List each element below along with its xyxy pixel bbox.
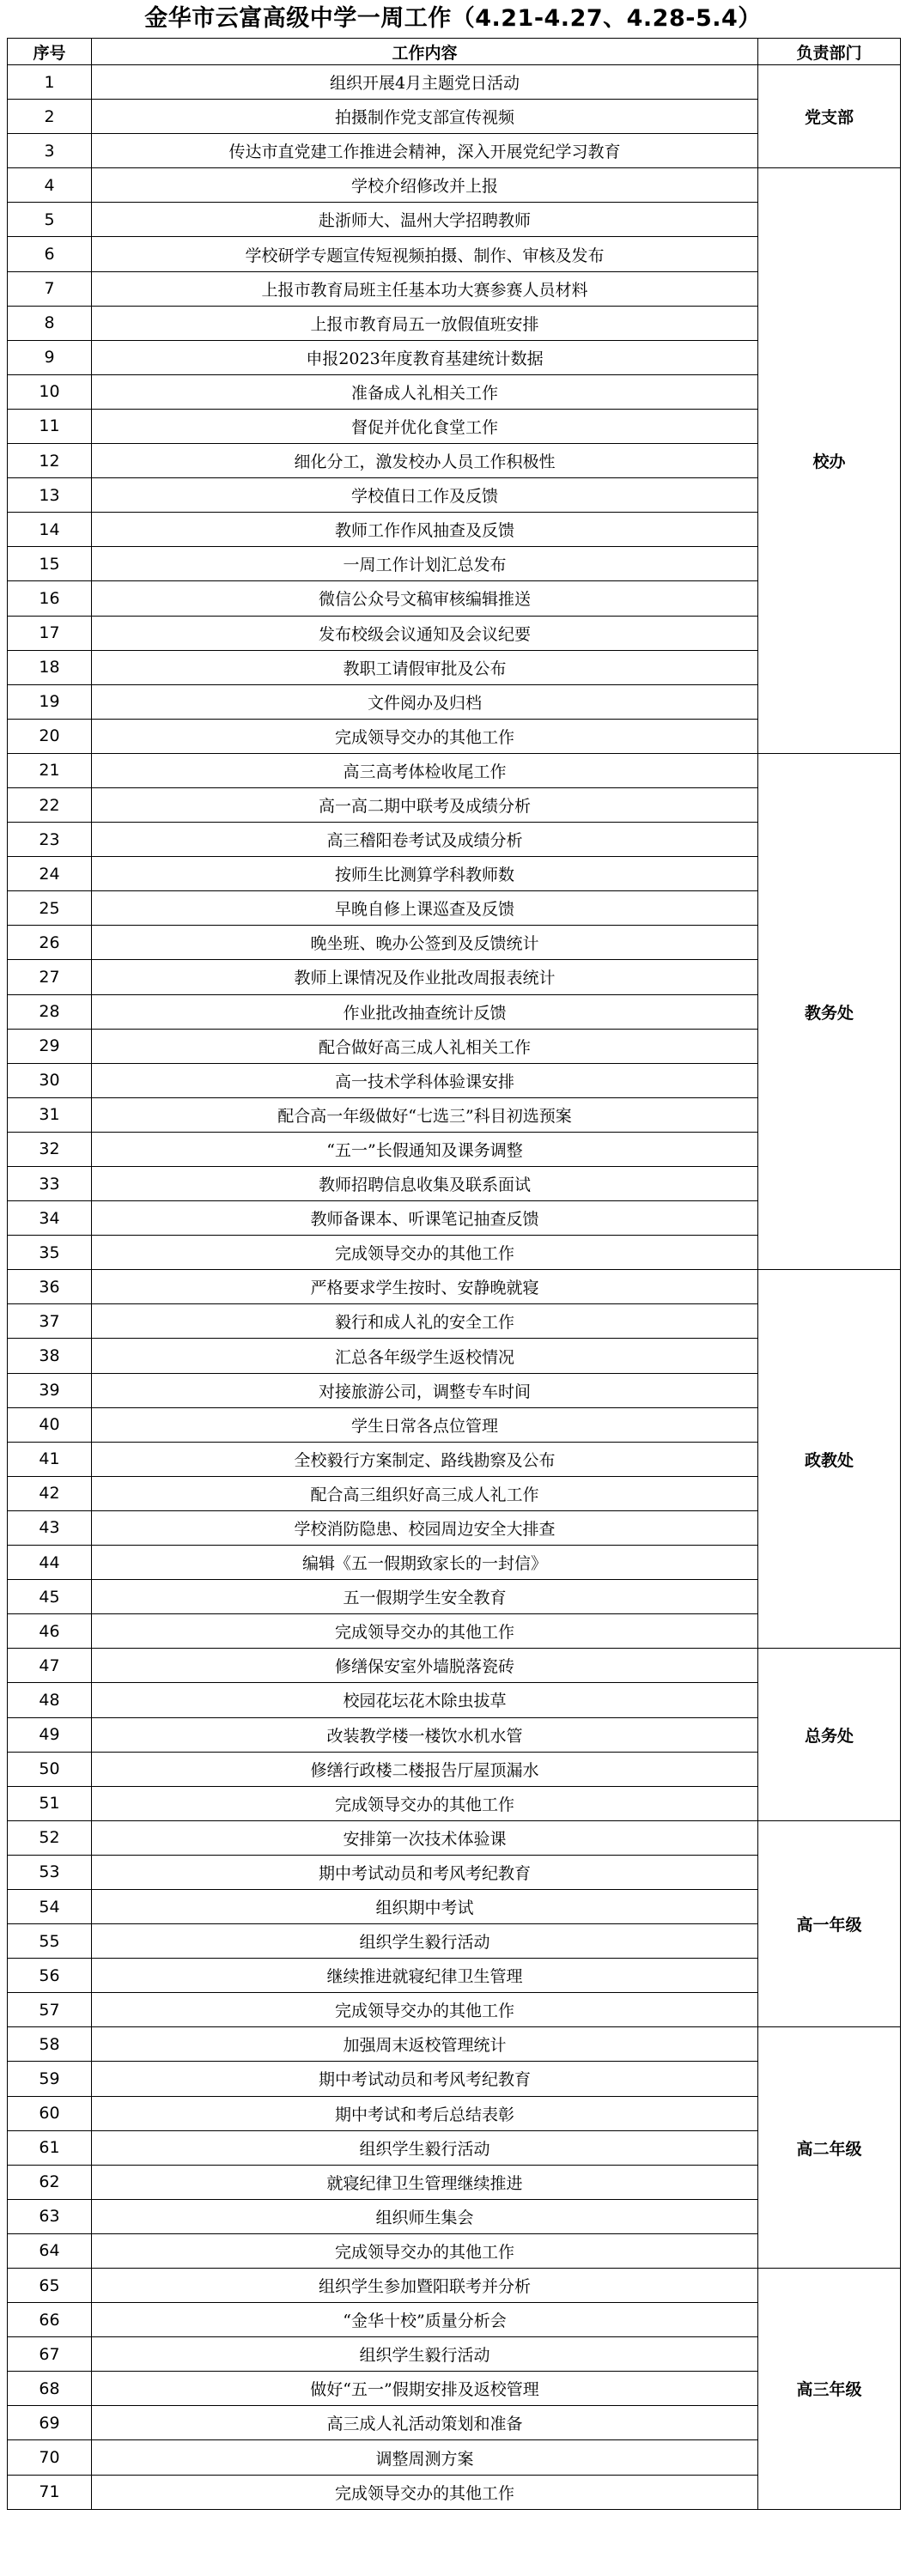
table-row [8,2027,901,2062]
row-number: 37 [8,1304,92,1339]
task-content: 发布校级会议通知及会议纪要 [92,616,758,650]
row-number: 38 [8,1339,92,1373]
row-number: 29 [8,1029,92,1063]
row-number: 2 [8,100,92,134]
row-number: 23 [8,823,92,857]
task-content: 高三稽阳卷考试及成绩分析 [92,823,758,857]
row-number: 14 [8,513,92,547]
task-content: 学校研学专题宣传短视频拍摄、制作、审核及发布 [92,237,758,271]
table-row [8,753,901,787]
task-content: 教师工作作风抽查及反馈 [92,513,758,547]
department-cell: 党支部 [758,65,901,168]
row-number: 8 [8,306,92,340]
row-number: 53 [8,1855,92,1889]
row-number: 62 [8,2165,92,2199]
row-number: 61 [8,2130,92,2165]
table-row [8,1270,901,1304]
task-content: 拍摄制作党支部宣传视频 [92,100,758,134]
row-number: 58 [8,2027,92,2062]
row-number: 70 [8,2440,92,2475]
row-number: 66 [8,2303,92,2337]
task-content: 组织学生毅行活动 [92,2130,758,2165]
row-number: 55 [8,1924,92,1959]
row-number: 9 [8,340,92,374]
task-content: 教师备课本、听课笔记抽查反馈 [92,1201,758,1236]
task-content: 细化分工，激发校办人员工作积极性 [92,444,758,478]
task-content: 修缮保安室外墙脱落瓷砖 [92,1649,758,1683]
row-number: 24 [8,857,92,891]
row-number: 46 [8,1614,92,1649]
task-content: 学校值日工作及反馈 [92,478,758,513]
task-content: 微信公众号文稿审核编辑推送 [92,581,758,616]
task-content: 早晚自修上课巡查及反馈 [92,891,758,926]
task-content: 编辑《五一假期致家长的一封信》 [92,1546,758,1580]
row-number: 68 [8,2372,92,2406]
task-content: 配合高三组织好高三成人礼工作 [92,1476,758,1510]
row-number: 5 [8,203,92,237]
row-number: 27 [8,960,92,994]
task-content: 严格要求学生按时、安静晚就寝 [92,1270,758,1304]
task-content: 改装教学楼一楼饮水机水管 [92,1717,758,1752]
task-content: 毅行和成人礼的安全工作 [92,1304,758,1339]
task-content: 校园花坛花木除虫拔草 [92,1683,758,1717]
row-number: 39 [8,1373,92,1407]
task-content: 组织学生毅行活动 [92,2337,758,2372]
task-content: 上报市教育局五一放假值班安排 [92,306,758,340]
task-content: 学生日常各点位管理 [92,1407,758,1442]
row-number: 7 [8,271,92,306]
header-content: 工作内容 [92,39,758,65]
department-cell: 教务处 [758,753,901,1269]
task-content: 期中考试和考后总结表彰 [92,2096,758,2130]
row-number: 36 [8,1270,92,1304]
row-number: 18 [8,650,92,684]
row-number: 19 [8,684,92,719]
row-number: 40 [8,1407,92,1442]
task-content: 修缮行政楼二楼报告厅屋顶漏水 [92,1752,758,1786]
row-number: 49 [8,1717,92,1752]
task-content: 配合做好高三成人礼相关工作 [92,1029,758,1063]
row-number: 63 [8,2199,92,2233]
row-number: 52 [8,1820,92,1855]
row-number: 48 [8,1683,92,1717]
row-number: 35 [8,1236,92,1270]
task-content: 安排第一次技术体验课 [92,1820,758,1855]
row-number: 44 [8,1546,92,1580]
task-content: 继续推进就寝纪律卫生管理 [92,1959,758,1993]
table-row [8,2269,901,2303]
task-content: 文件阅办及归档 [92,684,758,719]
task-content: 对接旅游公司，调整专车时间 [92,1373,758,1407]
department-cell: 政教处 [758,1270,901,1649]
task-content: 上报市教育局班主任基本功大赛参赛人员材料 [92,271,758,306]
task-content: 督促并优化食堂工作 [92,409,758,443]
row-number: 20 [8,719,92,753]
row-number: 17 [8,616,92,650]
task-content: 配合高一年级做好“七选三”科目初选预案 [92,1097,758,1132]
row-number: 34 [8,1201,92,1236]
header-num: 序号 [8,39,92,65]
row-number: 71 [8,2475,92,2509]
row-number: 60 [8,2096,92,2130]
task-content: 高一技术学科体验课安排 [92,1063,758,1097]
table-row [8,1820,901,1855]
row-number: 26 [8,926,92,960]
row-number: 45 [8,1580,92,1614]
schedule-body [8,65,901,2510]
page-title: 金华市云富高级中学一周工作（4.21-4.27、4.28-5.4） [144,5,762,32]
task-content: 完成领导交办的其他工作 [92,2475,758,2509]
row-number: 41 [8,1442,92,1476]
row-number: 64 [8,2233,92,2268]
row-number: 30 [8,1063,92,1097]
row-number: 32 [8,1132,92,1166]
task-content: 学校介绍修改并上报 [92,168,758,203]
task-content: 完成领导交办的其他工作 [92,1236,758,1270]
task-content: 调整周测方案 [92,2440,758,2475]
task-content: 高三高考体检收尾工作 [92,753,758,787]
task-content: 组织学生参加暨阳联考并分析 [92,2269,758,2303]
row-number: 3 [8,134,92,168]
task-content: 高一高二期中联考及成绩分析 [92,787,758,822]
task-content: 加强周末返校管理统计 [92,2027,758,2062]
row-number: 4 [8,168,92,203]
task-content: 完成领导交办的其他工作 [92,1993,758,2027]
header-dept: 负责部门 [758,39,901,65]
row-number: 50 [8,1752,92,1786]
task-content: 赴浙师大、温州大学招聘教师 [92,203,758,237]
task-content: 教师招聘信息收集及联系面试 [92,1167,758,1201]
task-content: 完成领导交办的其他工作 [92,2233,758,2268]
row-number: 10 [8,374,92,409]
row-number: 42 [8,1476,92,1510]
row-number: 47 [8,1649,92,1683]
row-number: 65 [8,2269,92,2303]
row-number: 33 [8,1167,92,1201]
row-number: 16 [8,581,92,616]
task-content: 晚坐班、晚办公签到及反馈统计 [92,926,758,960]
task-content: 做好“五一”假期安排及返校管理 [92,2372,758,2406]
task-content: 一周工作计划汇总发布 [92,547,758,581]
task-content: “五一”长假通知及课务调整 [92,1132,758,1166]
row-number: 22 [8,787,92,822]
row-number: 13 [8,478,92,513]
row-number: 6 [8,237,92,271]
department-cell: 高一年级 [758,1820,901,2027]
row-number: 28 [8,994,92,1029]
department-cell: 校办 [758,168,901,754]
schedule-table [7,38,901,2510]
row-number: 56 [8,1959,92,1993]
department-cell: 高三年级 [758,2269,901,2510]
task-content: 期中考试动员和考风考纪教育 [92,2062,758,2096]
row-number: 12 [8,444,92,478]
task-content: 组织学生毅行活动 [92,1924,758,1959]
row-number: 21 [8,753,92,787]
task-content: 组织师生集会 [92,2199,758,2233]
task-content: 按师生比测算学科教师数 [92,857,758,891]
table-row [8,1649,901,1683]
row-number: 31 [8,1097,92,1132]
task-content: 申报2023年度教育基建统计数据 [92,340,758,374]
task-content: 完成领导交办的其他工作 [92,719,758,753]
task-content: 汇总各年级学生返校情况 [92,1339,758,1373]
task-content: 教职工请假审批及公布 [92,650,758,684]
table-row [8,65,901,100]
row-number: 15 [8,547,92,581]
row-number: 1 [8,65,92,100]
task-content: 期中考试动员和考风考纪教育 [92,1855,758,1889]
task-content: 学校消防隐患、校园周边安全大排查 [92,1510,758,1545]
task-content: 高三成人礼活动策划和准备 [92,2406,758,2440]
row-number: 11 [8,409,92,443]
row-number: 59 [8,2062,92,2096]
task-content: 作业批改抽查统计反馈 [92,994,758,1029]
row-number: 54 [8,1889,92,1923]
table-row [8,168,901,203]
row-number: 67 [8,2337,92,2372]
task-content: 就寝纪律卫生管理继续推进 [92,2165,758,2199]
task-content: 组织开展4月主题党日活动 [92,65,758,100]
row-number: 25 [8,891,92,926]
row-number: 51 [8,1786,92,1820]
task-content: 准备成人礼相关工作 [92,374,758,409]
task-content: 传达市直党建工作推进会精神，深入开展党纪学习教育 [92,134,758,168]
task-content: 组织期中考试 [92,1889,758,1923]
department-cell: 高二年级 [758,2027,901,2269]
row-number: 43 [8,1510,92,1545]
task-content: “金华十校”质量分析会 [92,2303,758,2337]
task-content: 完成领导交办的其他工作 [92,1614,758,1649]
task-content: 完成领导交办的其他工作 [92,1786,758,1820]
row-number: 69 [8,2406,92,2440]
header-row [8,39,901,65]
department-cell: 总务处 [758,1649,901,1820]
task-content: 全校毅行方案制定、路线勘察及公布 [92,1442,758,1476]
row-number: 57 [8,1993,92,2027]
task-content: 五一假期学生安全教育 [92,1580,758,1614]
task-content: 教师上课情况及作业批改周报表统计 [92,960,758,994]
